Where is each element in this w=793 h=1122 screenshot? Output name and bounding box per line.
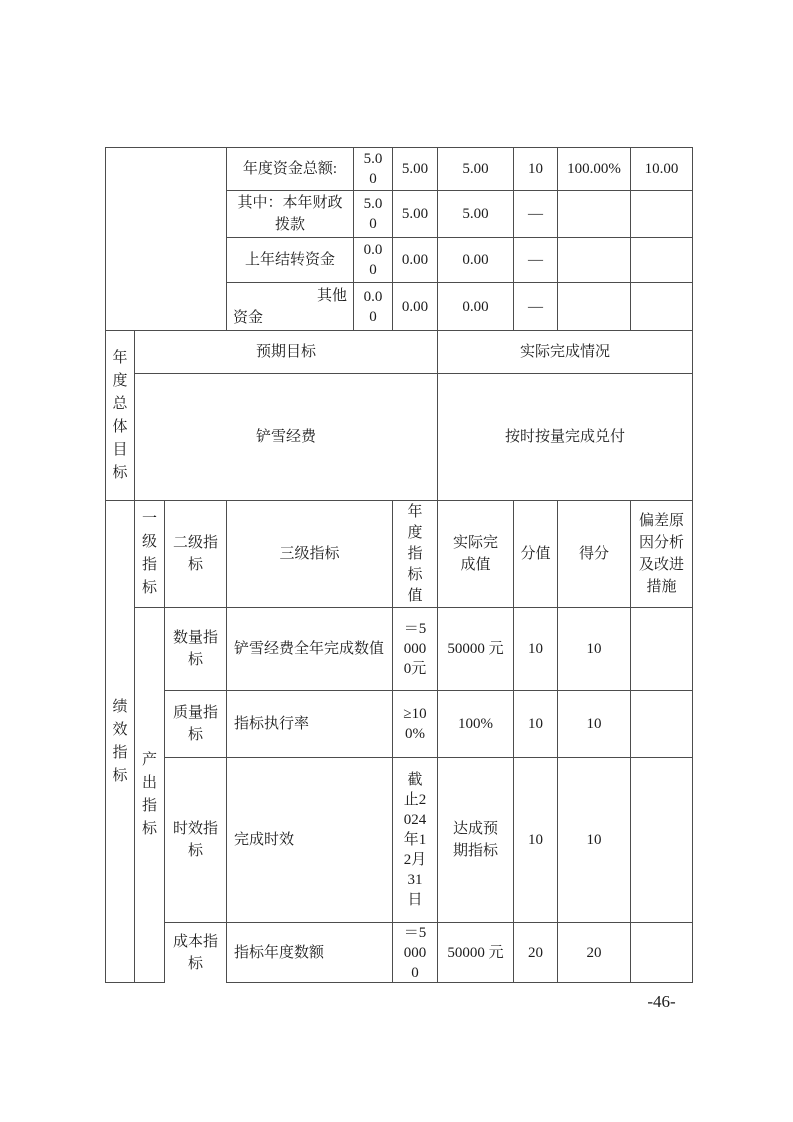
indicator-level3-cell: 铲雪经费全年完成数值 xyxy=(226,607,393,691)
page-number: -46- xyxy=(647,992,676,1011)
indicator-points-cell: 10 xyxy=(513,690,558,758)
annual-goal-vertical-text: 年度总体目标 xyxy=(112,349,128,481)
funding-cell: 5.00 xyxy=(437,190,514,238)
indicator-level3-cell: 指标年度数额 xyxy=(226,922,393,983)
indicator-deviation-cell xyxy=(630,607,693,691)
header-level2: 二级指标 xyxy=(164,500,227,608)
expected-goal-header: 预期目标 xyxy=(134,330,438,374)
header-deviation: 偏差原因分析及改进措施 xyxy=(630,500,693,608)
funding-cell: 5.00 xyxy=(353,190,393,238)
funding-row-label: 上年结转资金 xyxy=(226,237,354,283)
funding-label-line2: 资金 xyxy=(233,309,264,326)
funding-cell xyxy=(557,282,631,331)
indicator-level3-cell: 指标执行率 xyxy=(226,690,393,758)
actual-completion-value: 按时按量完成兑付 xyxy=(437,373,693,501)
funding-cell xyxy=(557,190,631,238)
indicator-deviation-cell xyxy=(630,757,693,923)
funding-cell: 0.00 xyxy=(392,282,438,331)
funding-cell: 0.00 xyxy=(392,237,438,283)
indicator-score-cell: 20 xyxy=(557,922,631,983)
funding-cell: 5.00 xyxy=(353,147,393,191)
indicator-actual-cell: 50000 元 xyxy=(437,922,514,983)
performance-section-label xyxy=(105,500,135,983)
indicator-deviation-cell xyxy=(630,690,693,758)
indicator-score-cell: 10 xyxy=(557,757,631,923)
funding-cell xyxy=(557,237,631,283)
funding-cell: — xyxy=(513,282,558,331)
indicator-actual-cell: 达成预期指标 xyxy=(437,757,514,923)
indicator-target-cell: ＝50000 xyxy=(392,922,438,983)
indicator-level2-cell: 质量指标 xyxy=(164,690,227,758)
funding-cell xyxy=(630,282,693,331)
funding-cell: — xyxy=(513,237,558,283)
funding-left-empty-cell xyxy=(105,147,227,331)
header-level1-vertical-text: 一级指标 xyxy=(141,511,157,596)
indicator-level3-cell: 完成时效 xyxy=(226,757,393,923)
indicator-target-cell: ≥100% xyxy=(392,690,438,758)
funding-cell: 5.00 xyxy=(392,147,438,191)
funding-cell: 10 xyxy=(513,147,558,191)
funding-cell: 0.00 xyxy=(353,282,393,331)
funding-label-line1: 其他 xyxy=(316,287,347,304)
funding-cell: 0.00 xyxy=(437,282,514,331)
indicator-score-cell: 10 xyxy=(557,690,631,758)
header-annual-target xyxy=(392,500,438,608)
funding-cell: 0.00 xyxy=(353,237,393,283)
indicator-points-cell: 20 xyxy=(513,922,558,983)
funding-row-label xyxy=(226,282,354,331)
indicator-level2-cell: 时效指标 xyxy=(164,757,227,923)
funding-row-label: 年度资金总额: xyxy=(226,147,354,191)
indicator-level2-cell: 数量指标 xyxy=(164,607,227,691)
header-actual-value: 实际完成值 xyxy=(437,500,514,608)
header-annual-target-vertical-text: 年度指标值 xyxy=(407,503,423,604)
indicator-target-cell: 截止2024年12月31日 xyxy=(392,757,438,923)
funding-row-label: 其中：本年财政拨款 xyxy=(226,190,354,238)
funding-cell: 100.00% xyxy=(557,147,631,191)
funding-cell xyxy=(630,237,693,283)
header-level1 xyxy=(134,500,165,608)
funding-cell: 0.00 xyxy=(437,237,514,283)
indicator-points-cell: 10 xyxy=(513,757,558,923)
actual-completion-header: 实际完成情况 xyxy=(437,330,693,374)
indicator-actual-cell: 100% xyxy=(437,690,514,758)
level1-indicator-cell xyxy=(134,607,165,983)
level1-indicator-vertical-text: 产出指标 xyxy=(141,752,157,837)
annual-goal-section-label xyxy=(105,330,135,501)
funding-cell: 5.00 xyxy=(392,190,438,238)
header-score: 得分 xyxy=(557,500,631,608)
indicator-points-cell: 10 xyxy=(513,607,558,691)
funding-cell: 5.00 xyxy=(437,147,514,191)
indicator-score-cell: 10 xyxy=(557,607,631,691)
funding-cell xyxy=(630,190,693,238)
performance-vertical-text: 绩效指标 xyxy=(112,698,128,784)
funding-cell: — xyxy=(513,190,558,238)
indicator-target-cell: ＝50000元 xyxy=(392,607,438,691)
funding-cell: 10.00 xyxy=(630,147,693,191)
header-level3: 三级指标 xyxy=(226,500,393,608)
indicator-deviation-cell xyxy=(630,922,693,983)
header-points: 分值 xyxy=(513,500,558,608)
expected-goal-value: 铲雪经费 xyxy=(134,373,438,501)
indicator-actual-cell: 50000 元 xyxy=(437,607,514,691)
indicator-level2-cell: 成本指标 xyxy=(164,922,227,983)
